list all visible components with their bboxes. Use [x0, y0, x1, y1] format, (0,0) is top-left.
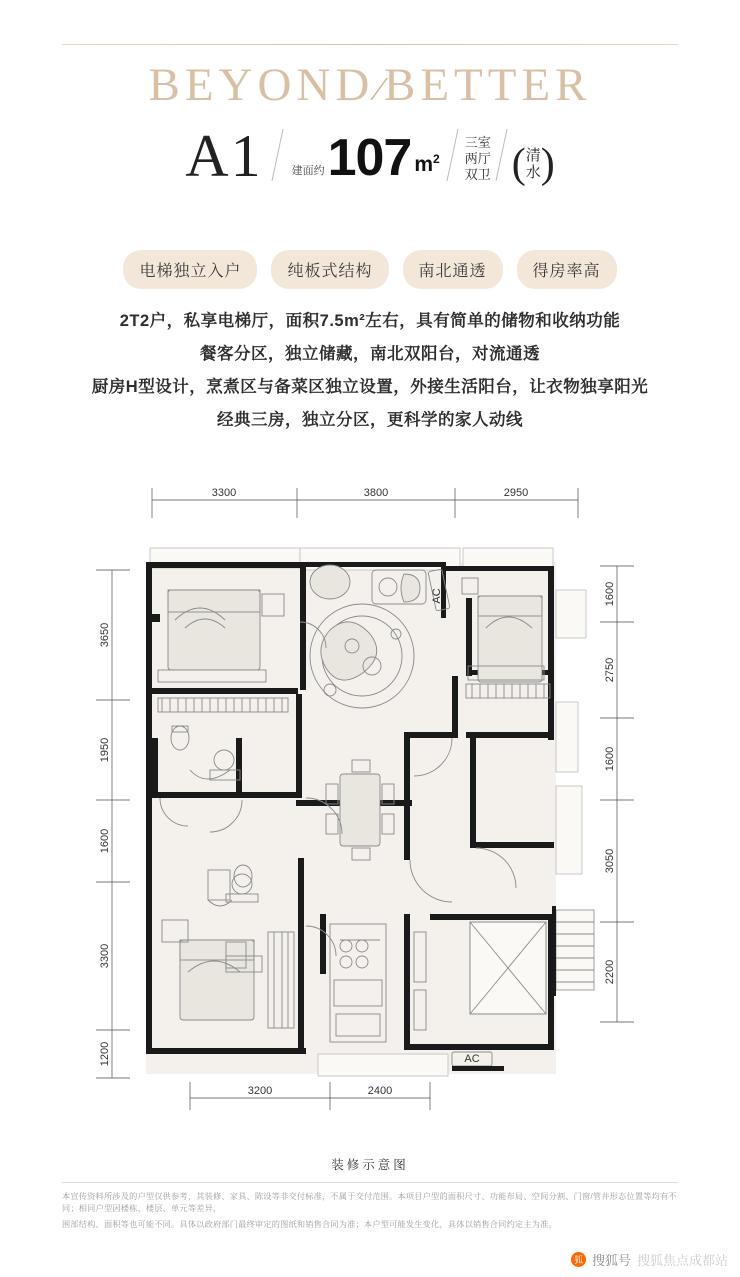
svg-text:2950: 2950 [503, 487, 529, 499]
disclaimer-block [62, 1182, 678, 1235]
sohu-logo-icon: 狐 [571, 1252, 586, 1267]
svg-text:3200: 3200 [247, 1085, 273, 1097]
paren-right: ) [540, 141, 555, 187]
title-divider-2 [446, 129, 458, 181]
dimensions-left [96, 570, 130, 1078]
svg-text:2400: 2400 [367, 1085, 393, 1097]
feature-pill-1: 纯板式结构 [271, 250, 388, 289]
unit-title-row [0, 125, 740, 187]
brand-right-text: BETTER [383, 59, 592, 111]
svg-text:3050: 3050 [604, 848, 616, 874]
floorplan-drawing [146, 548, 594, 1076]
dimensions-bottom [190, 1082, 430, 1110]
svg-text:1950: 1950 [99, 737, 111, 763]
svg-text:3300: 3300 [99, 943, 111, 969]
brand-title [0, 58, 740, 112]
decoration-tag [512, 143, 555, 187]
svg-text:2200: 2200 [604, 959, 616, 985]
svg-text:AC: AC [431, 588, 443, 604]
area-unit: $m^2$ [414, 152, 440, 176]
unit-code: A1 [185, 123, 263, 189]
dimensions-top [152, 487, 578, 518]
description-line-2: 厨房H型设计，烹煮区与备菜区独立设置，外接生活阳台，让衣物独享阳光 [91, 378, 649, 396]
description-line-0: 2T2户，私享电梯厅，面积7.5m²左右，具有简单的储物和收纳功能 [119, 312, 621, 330]
disclaimer-line-0: 本宣传资料所涉及的户型仅供参考，其装修、家具、陈设等非交付标准，不属于交付范围。本项目户型的面积尺寸、功能布局、空间分割、门窗/管井形态位置等均有不同；相同户型因楼栋、楼层、单元等差异， [62, 1192, 677, 1213]
svg-text:3650: 3650 [99, 622, 111, 648]
paren-left: ( [511, 141, 526, 187]
feature-pills [0, 250, 740, 289]
brand-left-text: BEYOND [148, 59, 375, 111]
svg-text:AC: AC [464, 1053, 480, 1065]
decoration-char-2: 水 [525, 164, 541, 181]
area-value: 107 [327, 129, 412, 187]
feature-pill-0: 电梯独立入户 [123, 250, 257, 289]
area-label: 建面约 [291, 165, 325, 177]
svg-text:1600: 1600 [99, 828, 111, 854]
svg-text:1200: 1200 [99, 1041, 111, 1067]
footer-watermark [571, 1250, 728, 1269]
description-line-1: 餐客分区，独立储藏，南北双阳台，对流通透 [200, 345, 540, 363]
svg-text:3800: 3800 [363, 487, 389, 499]
watermark-label: 搜狐号 [591, 1253, 631, 1268]
decoration-char-1: 清 [525, 147, 541, 164]
room-config-line-1: 三室 [464, 135, 491, 150]
dimensions-right [600, 566, 634, 1022]
description-block [0, 305, 740, 437]
title-divider-3 [495, 129, 507, 181]
decoration-tag-text [526, 147, 541, 181]
svg-text:1600: 1600 [604, 581, 616, 607]
floorplan [0, 470, 740, 1170]
svg-text:3300: 3300 [211, 487, 237, 499]
brand-separator: ⁄ [376, 71, 382, 108]
svg-text:2750: 2750 [604, 657, 616, 683]
svg-text:1600: 1600 [604, 746, 616, 772]
watermark-account-name: 搜狐焦点成都站 [636, 1253, 728, 1268]
room-config-line-3: 双卫 [464, 167, 491, 182]
header-divider [62, 44, 678, 45]
disclaimer-line-1: 围部结构、面积等也可能不同。具体以政府部门最终审定的图纸和销售合同为准；本户型可能发生变化，具体以销售合同约定主为准。 [62, 1220, 557, 1229]
description-line-3: 经典三房，独立分区，更科学的家人动线 [217, 411, 523, 429]
floorplan-caption: 装修示意图 [331, 1158, 409, 1172]
room-config-line-2: 两厅 [464, 151, 491, 166]
feature-pill-2: 南北通透 [403, 250, 503, 289]
feature-pill-3: 得房率高 [517, 250, 617, 289]
room-config [465, 135, 491, 187]
area-block [292, 131, 440, 187]
